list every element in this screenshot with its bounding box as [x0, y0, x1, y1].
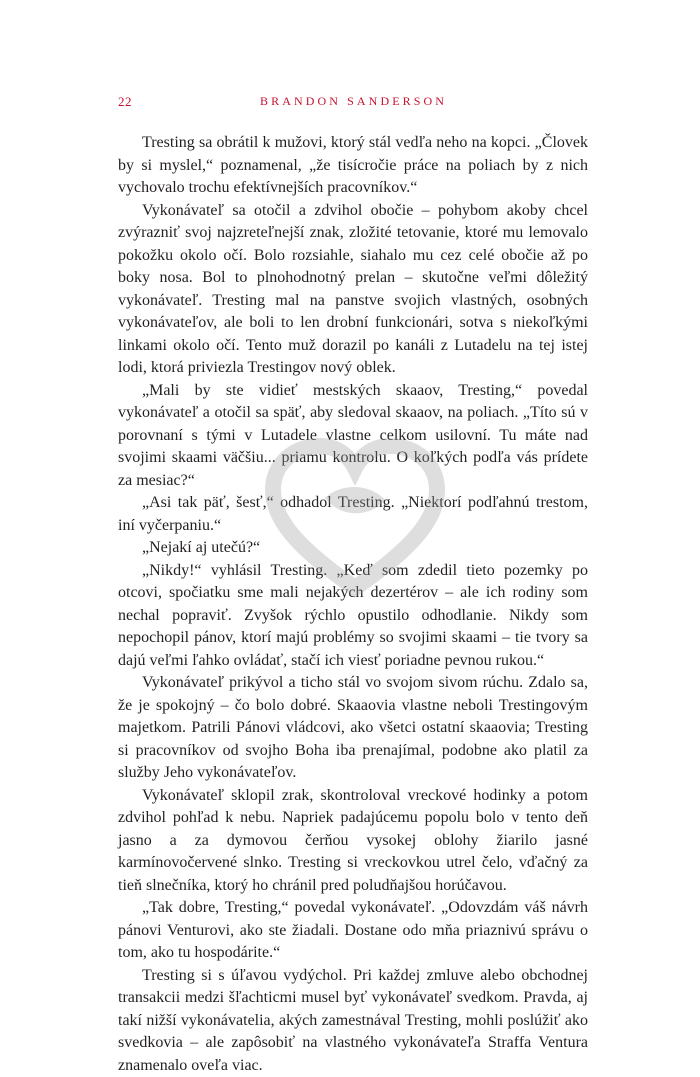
- paragraph: „Asi tak päť, šesť,“ odhadol Tresting. „Niektorí podľahnú trestom, iní vyčerpaniu.“: [118, 492, 588, 537]
- paragraph: „Nikdy!“ vyhlásil Tresting. „Keď som zdedil tieto pozemky po otcovi, spočiatku sme mali nejakých dezertérov – ale ich rodiny som nechal popraviť. Zvyšok rýchlo opustilo odhodlanie. Nikdy som nepochopil pánov, ktorí majú problémy so svojimi skaami – tie tvory sa dajú veľmi ľahko ovládať, stačí ich viesť poriadne pevnou rukou.“: [118, 560, 588, 673]
- paragraph: „Nejakí aj utečú?“: [118, 537, 588, 560]
- paragraph: Vykonávateľ sklopil zrak, skontroloval vreckové hodinky a potom zdvihol pohľad k nebu. Napriek padajúcemu popolu bolo v tento deň jasno a za dymovou čerňou vysokej oblohy žiarilo jasné karmínovočervené slnko. Tresting si vreckovkou utrel čelo, vďačný za tieň slnečníka, ktorý ho chránil pred poludňajšou horúčavou.: [118, 785, 588, 898]
- paragraph: „Mali by ste vidieť mestských skaaov, Tresting,“ povedal vykonávateľ a otočil sa späť, aby sledoval skaaov, na poliach. „Títo sú v porovnaní s tými v Lutadele vlastne celkom usilovní. Tu máte nad svojimi skaami väčšiu... priamu kontrolu. O koľkých podľa vás prídete za mesiac?“: [118, 380, 588, 493]
- running-head-author: BRANDON SANDERSON: [260, 94, 447, 109]
- paragraph: Vykonávateľ prikývol a ticho stál vo svojom sivom rúchu. Zdalo sa, že je spokojný – čo bolo dobré. Skaaovia vlastne neboli Trestingovým majetkom. Patrili Pánovi vládcovi, ako všetci ostatní skaaovia; Tresting si pracovníkov od svojho Boha iba prenajímal, podobne ako platil za služby Jeho vykonávateľov.: [118, 672, 588, 785]
- paragraph: Tresting si s úľavou vydýchol. Pri každej zmluve alebo obchodnej transakcii medzi šľachticmi musel byť vykonávateľ svedkom. Pravda, aj takí nižší vykonávatelia, akých zamestnával Tresting, mohli poslúžiť ako svedkovia – ale zapôsobiť na vlastného vykonávateľa Straffa Ventura znamenalo oveľa viac.: [118, 965, 588, 1077]
- paragraph: „Tak dobre, Tresting,“ povedal vykonávateľ. „Odovzdám váš návrh pánovi Venturovi, ako ste žiadali. Dostane odo mňa priaznivú správu o tom, ako tu hospodárite.“: [118, 897, 588, 965]
- page-header: [118, 94, 588, 114]
- page-number: 22: [118, 94, 132, 110]
- paragraph: Tresting sa obrátil k mužovi, ktorý stál vedľa neho na kopci. „Človek by si myslel,“ poznamenal, „že tisícročie práce na poliach by z nich vychovalo trochu efektívnejších pracovníkov.“: [118, 132, 588, 200]
- paragraph: Vykonávateľ sa otočil a zdvihol obočie – pohybom akoby chcel zvýrazniť svoj najzreteľnejší znak, zložité tetovanie, ktoré mu lemovalo pokožku okolo očí. Bolo rozsiahle, siahalo mu cez celé obočie až po boky nosa. Bol to plnohodnotný prelan – skutočne veľmi dôležitý vykonávateľ. Tresting mal na panstve svojich vlastných, osobných vykonávateľov, ale boli to len drobní funkcionári, sotva s niekoľkými linkami okolo očí. Tento muž dorazil po kanáli z Lutadelu na tej istej lodi, ktorá priviezla Trestingov nový oblek.: [118, 200, 588, 380]
- body-text: [118, 132, 588, 1077]
